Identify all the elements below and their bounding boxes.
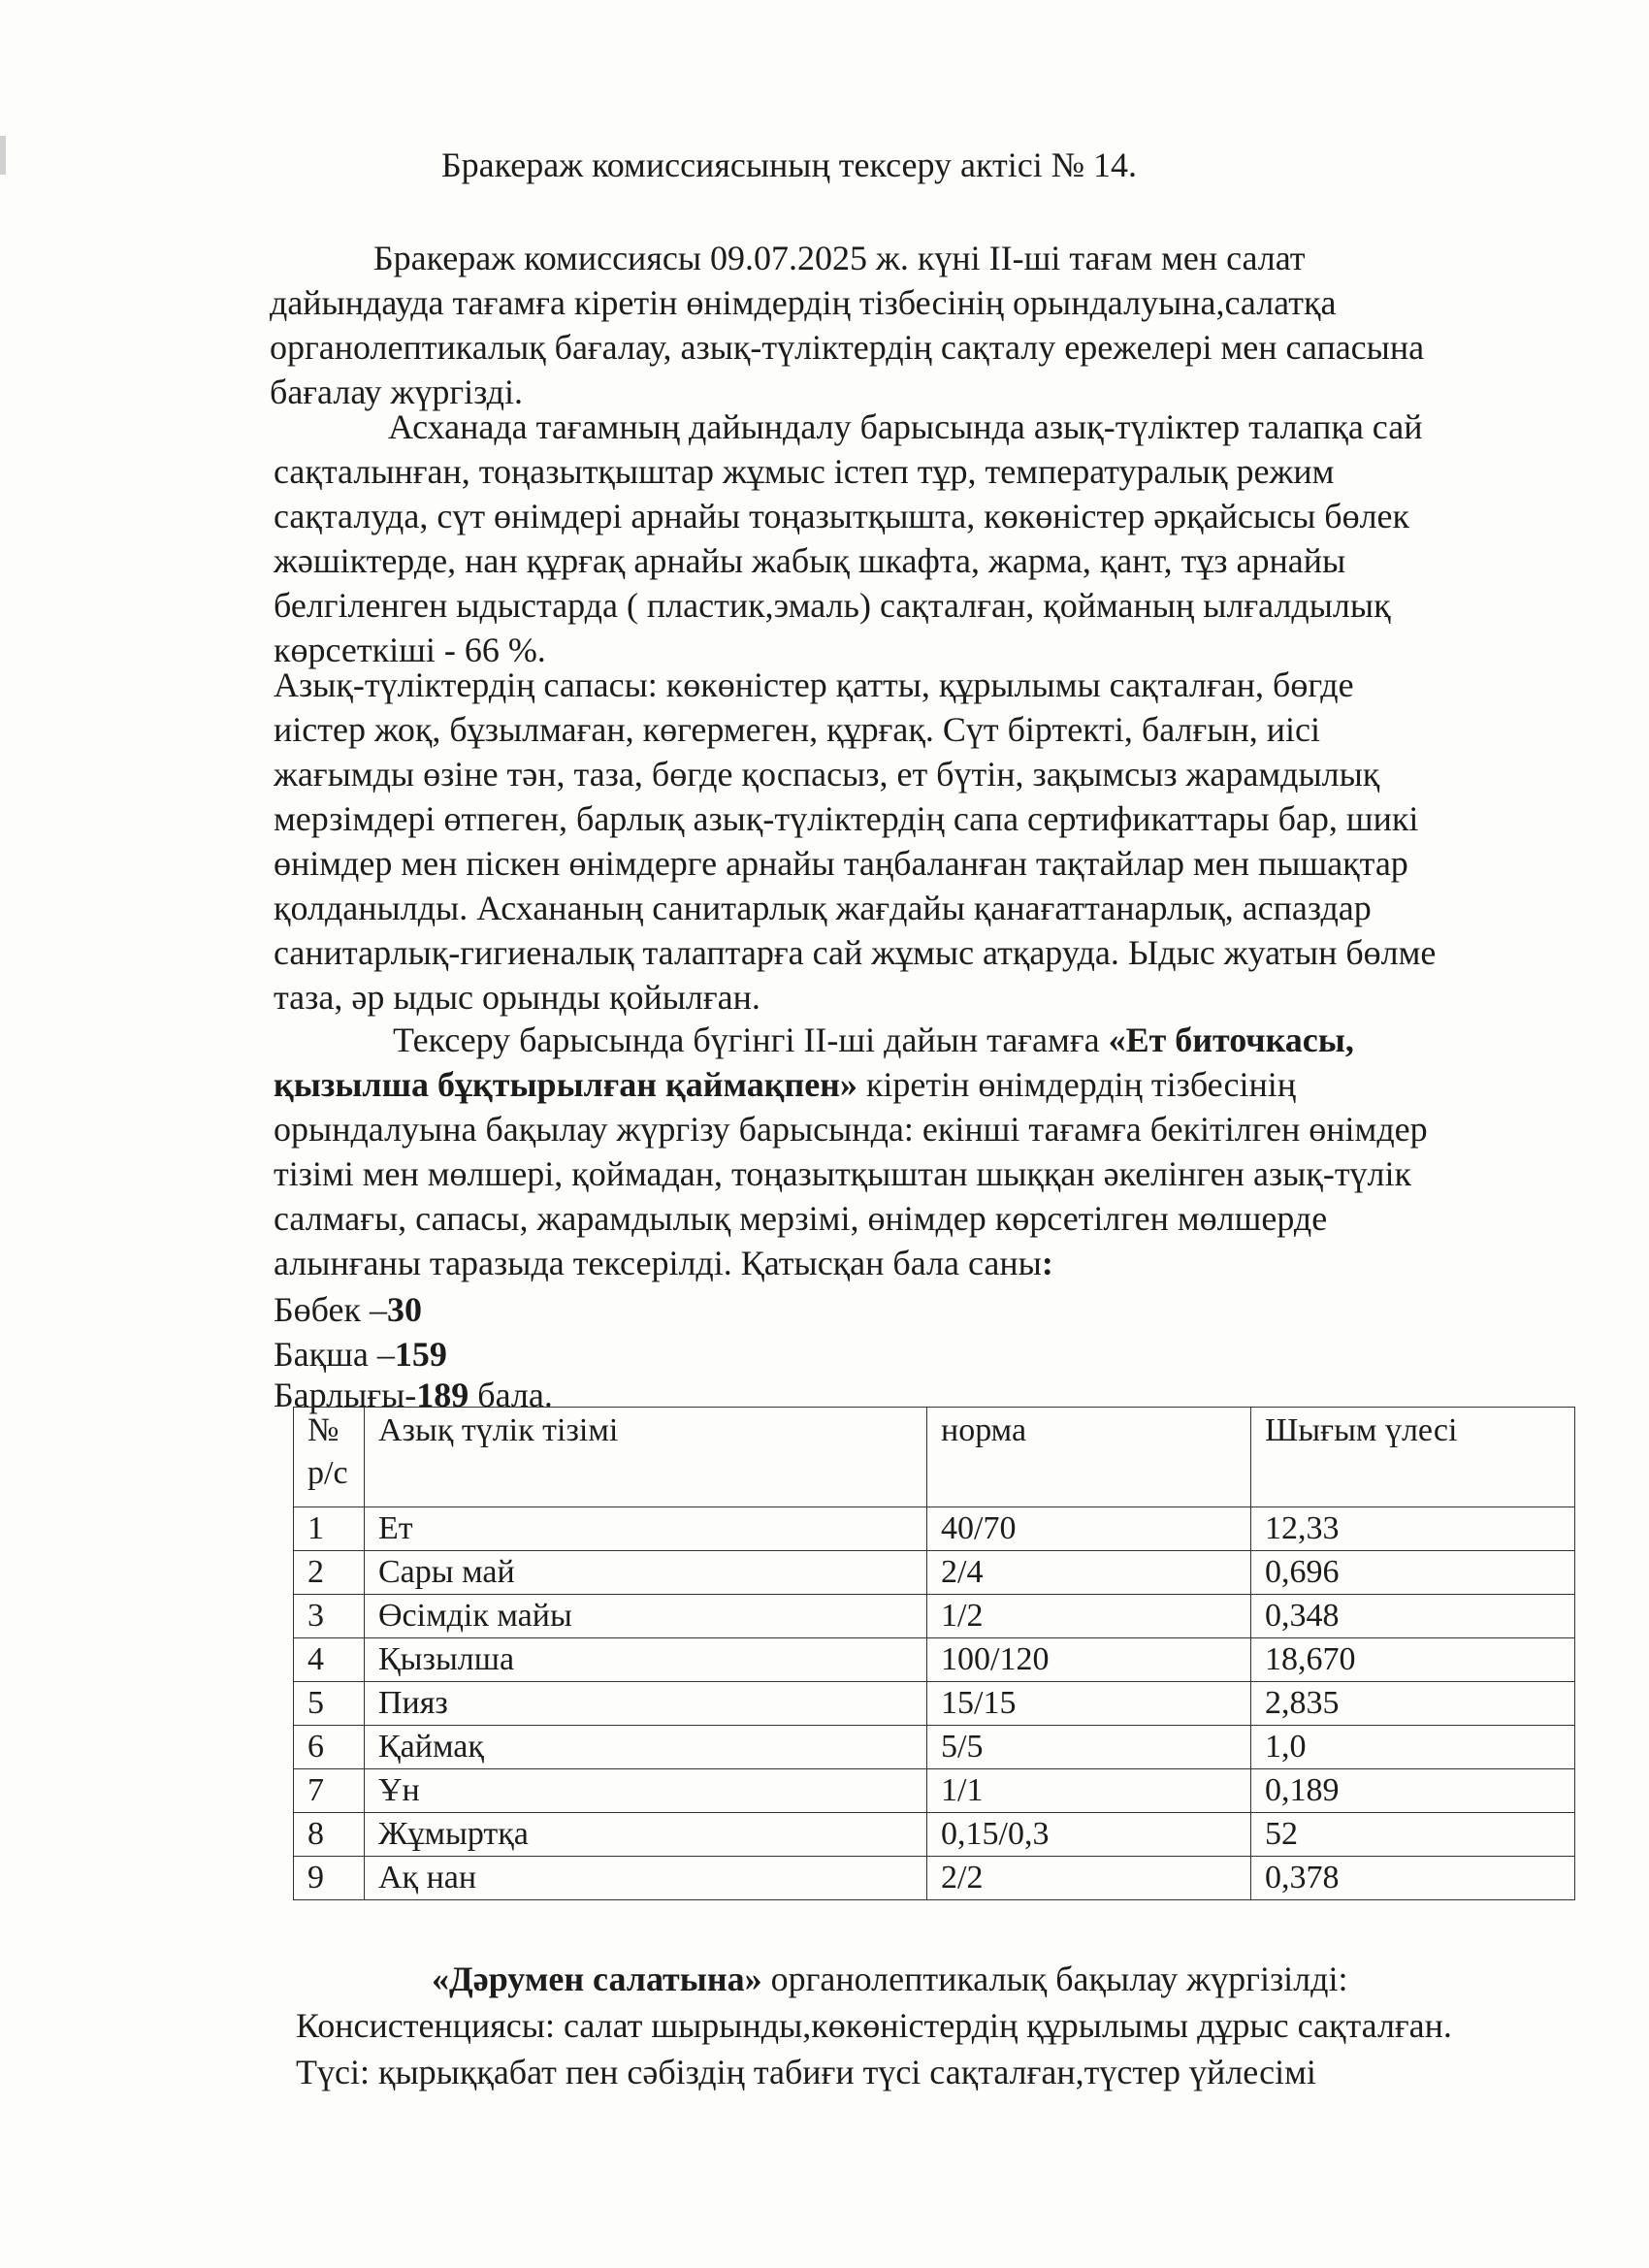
para3-line: таза, әр ыдыс орынды қойылған. xyxy=(274,978,760,1017)
para1-line: дайындауда тағамға кіретін өнімдердің тізбесінің орындалуына,салатқа xyxy=(270,283,1337,322)
para4-last-text: алынғаны таразыда тексерілді. Қатысқан бала саны xyxy=(274,1244,1042,1282)
para4-line xyxy=(274,1242,1053,1284)
cell-num: 2 xyxy=(294,1551,365,1595)
para4-prefix: Тексеру барысында бүгінгі ІІ-ші дайын тағамға xyxy=(393,1021,1109,1059)
para3-line: санитарлық-гигиеналық талаптарға сай жұмыс атқаруда. Ыдыс жуатын бөлме xyxy=(274,933,1437,972)
cell-num: 1 xyxy=(294,1507,365,1551)
para4-colon: : xyxy=(1041,1244,1053,1282)
cell-norm: 2/4 xyxy=(927,1551,1251,1595)
cell-num: 3 xyxy=(294,1595,365,1638)
para4-line: тізімі мен мөлшері, қоймадан, тоңазытқыштан шыққан әкелінген азық-түлік xyxy=(274,1154,1412,1193)
para3-line: мерзімдері өтпеген, барлық азық-түліктердің сапа сертификаттары бар, шикі xyxy=(274,799,1419,838)
count-baksha-label: Бақша – xyxy=(274,1335,395,1374)
para3-line: жағымды өзіне тән, таза, бөгде қоспасыз, ет бүтін, зақымсыз жарамдылық xyxy=(274,755,1380,794)
para1-line: органолептикалық бағалау, азық-түліктердің сақталу ережелері мен сапасына xyxy=(270,328,1425,367)
cell-product: Өсімдік майы xyxy=(365,1595,927,1638)
cell-yield: 0,378 xyxy=(1251,1857,1575,1900)
para4-line xyxy=(393,1019,1354,1061)
table-row xyxy=(294,1726,1575,1769)
para3-line: иістер жоқ, бұзылмаған, көгермеген, құрғақ. Сүт біртекті, балғын, иісі xyxy=(274,710,1320,749)
header-yield: Шығым үлесі xyxy=(1251,1408,1575,1507)
table-row xyxy=(294,1682,1575,1726)
para1-line: бағалау жүргізді. xyxy=(270,373,523,411)
table-row xyxy=(294,1638,1575,1682)
count-total-suffix: бала. xyxy=(469,1376,553,1414)
count-bobek xyxy=(274,1288,422,1331)
cell-yield: 0,696 xyxy=(1251,1551,1575,1595)
salad-name: «Дәрумен салатына» xyxy=(432,1960,762,1998)
table-row xyxy=(294,1595,1575,1638)
cell-norm: 5/5 xyxy=(927,1726,1251,1769)
salad-heading xyxy=(432,1958,1347,2000)
dish-name-part2: қызылша бұқтырылған қаймақпен» xyxy=(274,1065,857,1104)
table-row xyxy=(294,1769,1575,1813)
count-bobek-value: 30 xyxy=(386,1290,422,1329)
cell-product: Ет xyxy=(365,1507,927,1551)
cell-num: 8 xyxy=(294,1813,365,1857)
count-bobek-label: Бөбек – xyxy=(274,1290,387,1329)
header-num: № р/с xyxy=(294,1408,365,1507)
para2-line: көрсеткіші - 66 %. xyxy=(274,631,546,669)
cell-norm: 15/15 xyxy=(927,1682,1251,1726)
cell-yield: 0,348 xyxy=(1251,1595,1575,1638)
count-total-value: 189 xyxy=(416,1376,469,1414)
cell-product: Ақ нан xyxy=(365,1857,927,1900)
para4-line xyxy=(274,1063,1296,1106)
salad-consistency: Консистенциясы: салат шырынды,көкөністердің құрылымы дұрыс сақталған. xyxy=(296,2006,1452,2045)
para3-line: өнімдер мен піскен өнімдерге арнайы таңбаланған тақтайлар мен пышақтар xyxy=(274,844,1408,883)
cell-yield: 2,835 xyxy=(1251,1682,1575,1726)
cell-norm: 0,15/0,3 xyxy=(927,1813,1251,1857)
salad-color: Түсі: қырыққабат пен сәбіздің табиғи түсі сақталған,түстер үйлесімі xyxy=(296,2053,1316,2091)
cell-product: Пияз xyxy=(365,1682,927,1726)
para3-line: қолданылды. Асхананың санитарлық жағдайы қанағаттанарлық, аспаздар xyxy=(274,889,1372,927)
products-table xyxy=(293,1407,1575,1900)
dish-name-part1: «Ет биточкасы, xyxy=(1108,1021,1354,1059)
para2-line: сақталынған, тоңазытқыштар жұмыс істеп тұр, температуралық режим xyxy=(274,452,1335,491)
cell-product: Ұн xyxy=(365,1769,927,1813)
para4-line: салмағы, сапасы, жарамдылық мерзімі, өнімдер көрсетілген мөлшерде xyxy=(274,1199,1328,1238)
document-title: Бракераж комиссиясының тексеру актісі № 14. xyxy=(441,146,1138,184)
count-total-label: Барлығы- xyxy=(274,1376,417,1414)
para4-line: орындалуына бақылау жүргізу барысында: екінші тағамға бекітілген өнімдер xyxy=(274,1110,1428,1149)
para2-line: сақталуда, сүт өнімдері арнайы тоңазытқышта, көкөністер әрқайсысы бөлек xyxy=(274,497,1410,535)
cell-product: Қызылша xyxy=(365,1638,927,1682)
para1-line: Бракераж комиссиясы 09.07.2025 ж. күні ІІ-ші тағам мен салат xyxy=(373,239,1306,277)
cell-yield: 1,0 xyxy=(1251,1726,1575,1769)
cell-norm: 1/1 xyxy=(927,1769,1251,1813)
scan-mark xyxy=(0,136,6,175)
para4-rest: кіретін өнімдердің тізбесінің xyxy=(857,1065,1297,1104)
cell-num: 9 xyxy=(294,1857,365,1900)
cell-product: Қаймақ xyxy=(365,1726,927,1769)
para3-line: Азық-түліктердің сапасы: көкөністер қатты, құрылымы сақталған, бөгде xyxy=(274,665,1354,704)
para2-line: Асханада тағамның дайындалу барысында азық-түліктер талапқа сай xyxy=(388,407,1423,446)
table-row xyxy=(294,1507,1575,1551)
cell-yield: 0,189 xyxy=(1251,1769,1575,1813)
count-baksha-value: 159 xyxy=(394,1335,447,1374)
table-header-row xyxy=(294,1408,1575,1507)
cell-yield: 18,670 xyxy=(1251,1638,1575,1682)
cell-yield: 12,33 xyxy=(1251,1507,1575,1551)
para2-line: жәшіктерде, нан құрғақ арнайы жабық шкафта, жарма, қант, тұз арнайы xyxy=(274,541,1346,580)
cell-norm: 100/120 xyxy=(927,1638,1251,1682)
count-baksha xyxy=(274,1333,447,1376)
cell-product: Сары май xyxy=(365,1551,927,1595)
cell-num: 4 xyxy=(294,1638,365,1682)
header-norm: норма xyxy=(927,1408,1251,1507)
table-row xyxy=(294,1551,1575,1595)
table-row xyxy=(294,1857,1575,1900)
cell-product: Жұмыртқа xyxy=(365,1813,927,1857)
cell-norm: 40/70 xyxy=(927,1507,1251,1551)
salad-heading-rest: органолептикалық бақылау жүргізілді: xyxy=(761,1960,1348,1998)
para2-line: белгіленген ыдыстарда ( пластик,эмаль) сақталған, қойманың ылғалдылық xyxy=(274,586,1391,625)
table-row xyxy=(294,1813,1575,1857)
cell-norm: 2/2 xyxy=(927,1857,1251,1900)
header-product: Азық түлік тізімі xyxy=(365,1408,927,1507)
cell-num: 5 xyxy=(294,1682,365,1726)
cell-yield: 52 xyxy=(1251,1813,1575,1857)
cell-norm: 1/2 xyxy=(927,1595,1251,1638)
cell-num: 6 xyxy=(294,1726,365,1769)
cell-num: 7 xyxy=(294,1769,365,1813)
